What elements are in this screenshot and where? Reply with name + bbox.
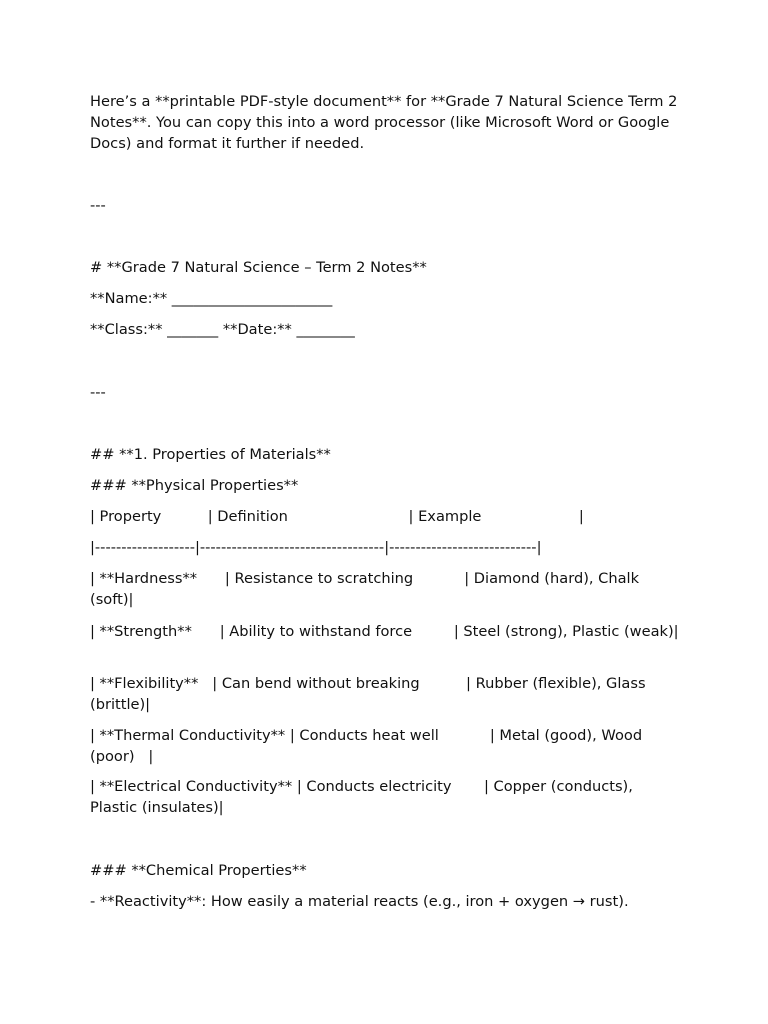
section-heading: ## **1. Properties of Materials** — [90, 446, 331, 463]
table-row: | **Strength** | Ability to withstand force | Steel (strong), Plastic (weak)| — [90, 623, 679, 640]
horizontal-rule: --- — [90, 384, 106, 401]
intro-paragraph: Here’s a **printable PDF-style document** for **Grade 7 Natural Science Term 2 Notes**. You can copy this into a word processor (like Microsoft Word or Google Docs) and format it further if needed. — [90, 93, 683, 152]
document-title: # **Grade 7 Natural Science – Term 2 Notes** — [90, 259, 427, 276]
horizontal-rule: --- — [90, 197, 106, 214]
table-row: | **Flexibility** | Can bend without breaking | Rubber (flexible), Glass (brittle)| — [90, 675, 651, 713]
subsection-heading: ### **Physical Properties** — [90, 477, 299, 494]
table-row: | **Thermal Conductivity** | Conducts heat well | Metal (good), Wood (poor) | — [90, 727, 647, 765]
bullet-item: - **Reactivity**: How easily a material reacts (e.g., iron + oxygen → rust). — [90, 893, 629, 910]
class-date-field-line: **Class:** _______ **Date:** ________ — [90, 321, 355, 338]
subsection-heading: ### **Chemical Properties** — [90, 862, 307, 879]
table-header-row: | Property | Definition | Example | — [90, 508, 584, 525]
table-row: | **Electrical Conductivity** | Conducts electricity | Copper (conducts), Plastic (insulates)| — [90, 778, 638, 816]
table-separator-row: |-------------------|-----------------------------------|----------------------------| — [90, 539, 542, 556]
table-row: | **Hardness** | Resistance to scratching | Diamond (hard), Chalk (soft)| — [90, 570, 644, 608]
name-field-line: **Name:** ______________________ — [90, 290, 333, 307]
